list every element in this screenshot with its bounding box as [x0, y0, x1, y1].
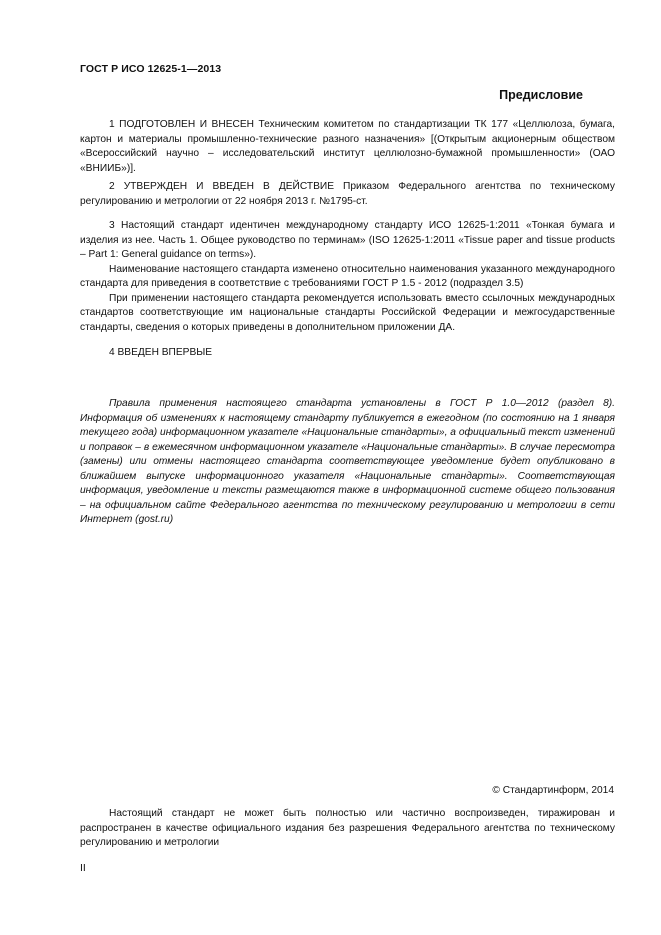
paragraph-4-text: 4 ВВЕДЕН ВПЕРВЫЕ: [109, 347, 213, 358]
paragraph-3b-text: Наименование настоящего стандарта изменено относительно наименования указанного международного стандарта для приведения в соответствие с требованиями ГОСТ Р 1.5 - 2012 (подраздел 3.5): [80, 263, 615, 289]
reproduction-notice-text: Настоящий стандарт не может быть полностью или частично воспроизведен, тиражирован и распространен в качестве официального издания без разрешения Федерального агентства по техническому регулированию и метрологии: [80, 808, 615, 848]
application-notice: [80, 397, 615, 528]
copyright-line: © Стандартинформ, 2014: [492, 785, 614, 796]
standard-id-header: ГОСТ Р ИСО 12625-1—2013: [80, 63, 222, 75]
paragraph-2-text: 2 УТВЕРЖДЕН И ВВЕДЕН В ДЕЙСТВИЕ Приказом Федерального агентства по техническому регулированию и метрологии от 22 ноября 2013 г. №1795-ст.: [80, 181, 615, 207]
paragraph-3-text: 3 Настоящий стандарт идентичен международному стандарту ИСО 12625-1:2011 «Тонкая бумага и изделия из нее. Часть 1. Общее руководство по терминам» (ISO 12625-1:2011 «Tissue paper and tissue products – Part 1: General guidance on terms»).: [80, 220, 615, 260]
application-notice-text: Правила применения настоящего стандарта установлены в ГОСТ Р 1.0—2012 (раздел 8). Информация об изменениях к настоящему стандарту публикуется в ежегодном (по состоянию на 1 января текущего года) информационном указателе «Национальные стандарты», а официальный текст изменений и поправок – в ежемесячном информационном указателе «Национальные стандарты». В случае пересмотра (замены) или отмены настоящего стандарта соответствующее уведомление будет опубликовано в ближайшем выпуске информационного указателя «Национальные стандарты». Соответствующая информация, уведомление и тексты размещаются также в информационной системе общего пользования – на официальном сайте Федерального агентства по техническому регулированию и метрологии в сети Интернет (gost.ru): [80, 398, 615, 525]
page-number: II: [80, 862, 86, 874]
page-title: Предисловие: [499, 88, 583, 102]
paragraph-identical: [80, 219, 615, 335]
reproduction-notice: [80, 807, 615, 851]
paragraph-approved: [80, 180, 615, 209]
paragraph-introduced: [80, 346, 615, 361]
paragraph-prepared: [80, 118, 615, 176]
paragraph-1-text: 1 ПОДГОТОВЛЕН И ВНЕСЕН Техническим комитетом по стандартизации ТК 177 «Целлюлоза, бумага, картон и материалы промышленно-технические разного назначения» [(Открытым акционерным обществом «Всероссийский научно – исследовательский институт целлюлозно-бумажной промышленности» (ОАО «ВНИИБ»)].: [80, 119, 615, 174]
paragraph-3c-text: При применении настоящего стандарта рекомендуется использовать вместо ссылочных международных стандартов соответствующие им национальные стандарты Российской Федерации и межгосударственные стандарты, сведения о которых приведены в дополнительном приложении ДА.: [80, 292, 615, 333]
